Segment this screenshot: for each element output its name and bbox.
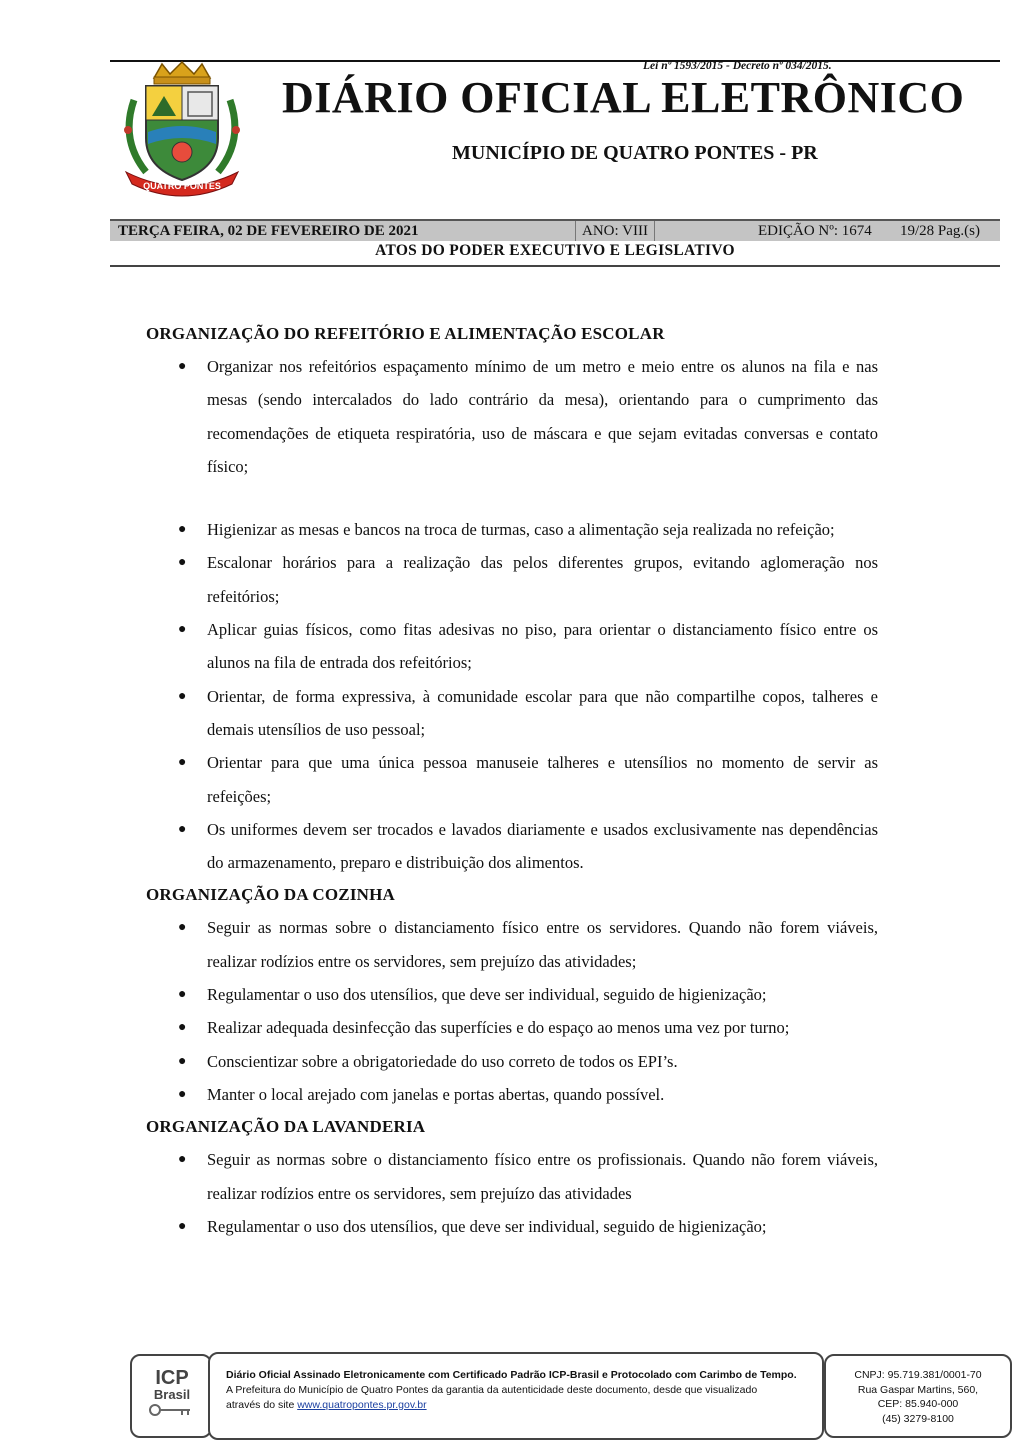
list-item: ● Regulamentar o uso dos utensílios, que deve ser individual, seguido de higienização;	[146, 1210, 878, 1243]
edition-info-bar	[110, 219, 1000, 241]
bullet-icon: ●	[178, 1218, 187, 1234]
list-item: ● Organizar nos refeitórios espaçamento mínimo de um metro e meio entre os alunos na fila e nas mesas (sendo intercalados do lado contrário da mesa), orientando para o cumprimento das recomendações de etiqueta respiratória, uso de máscara e que sejam evitadas conversas e contato físico;	[146, 350, 878, 483]
bullet-list	[146, 1143, 878, 1243]
divider	[575, 221, 576, 241]
list-item: ● Aplicar guias físicos, como fitas adesivas no piso, para orientar o distanciamento físico entre os alunos na fila de entrada dos refeitórios;	[146, 613, 878, 680]
bullet-icon: ●	[178, 755, 187, 771]
list-item: ● Escalonar horários para a realização das pelos diferentes grupos, evitando aglomeração nos refeitórios;	[146, 546, 878, 613]
section-heading: ORGANIZAÇÃO DA COZINHA	[146, 885, 396, 905]
list-item: ● Regulamentar o uso dos utensílios, que deve ser individual, seguido de higienização;	[146, 978, 878, 1011]
spacer	[146, 483, 878, 498]
bullet-icon: ●	[178, 359, 187, 374]
edition-date: TERÇA FEIRA, 02 DE FEVEREIRO DE 2021	[118, 223, 419, 239]
certification-notice	[208, 1352, 824, 1440]
municipality-name: MUNICÍPIO DE QUATRO PONTES - PR	[452, 142, 818, 164]
section-heading: ORGANIZAÇÃO DA LAVANDERIA	[146, 1117, 426, 1137]
bullet-list	[146, 911, 878, 1111]
footer	[130, 1352, 1012, 1438]
list-item: ● Realizar adequada desinfecção das superfícies e do espaço ao menos uma vez por turno;	[146, 1011, 878, 1044]
section-heading: ORGANIZAÇÃO DO REFEITÓRIO E ALIMENTAÇÃO ESCOLAR	[146, 324, 665, 343]
section-title: ATOS DO PODER EXECUTIVO E LEGISLATIVO	[375, 242, 735, 259]
law-reference: Lei nº 1593/2015 - Decreto nº 034/2015.	[643, 60, 832, 72]
certification-line: Diário Oficial Assinado Eletronicamente com Certificado Padrão ICP-Brasil e Protocolado com Carimbo de Tempo.	[226, 1369, 797, 1381]
list-item: ● Manter o local arejado com janelas e portas abertas, quando possível.	[146, 1078, 878, 1111]
svg-text:QUATRO PONTES: QUATRO PONTES	[143, 181, 221, 191]
municipal-crest-icon	[112, 60, 252, 198]
phone: (45) 3279-8100	[882, 1412, 954, 1425]
cep: CEP: 85.940-000	[877, 1398, 959, 1410]
bullet-icon: ●	[178, 1020, 187, 1036]
icp-brasil-logo	[130, 1354, 212, 1438]
bullet-icon: ●	[178, 1086, 187, 1102]
divider	[654, 221, 655, 241]
bullet-icon: ●	[178, 987, 187, 1003]
icp-brasil-icon: ICP Brasil	[146, 1368, 198, 1423]
bullet-icon: ●	[178, 622, 187, 638]
authenticity-line: A Prefeitura do Município de Quatro Pontes da garantia da autenticidade deste documento, desde que visualizado	[226, 1384, 758, 1396]
list-item: ● Seguir as normas sobre o distanciamento físico entre os profissionais. Quando não forem viáveis, realizar rodízios entre os servidores, sem prejuízo das atividades	[146, 1143, 878, 1210]
list-item: ● Conscientizar sobre a obrigatoriedade do uso correto de todos os EPI’s.	[146, 1045, 878, 1078]
site-prefix: através do site	[226, 1399, 298, 1411]
bullet-icon: ●	[178, 1152, 187, 1168]
document-body	[146, 318, 878, 1243]
bullet-icon: ●	[178, 688, 187, 704]
page-count: 19/28 Pag.(s)	[900, 223, 980, 239]
edition-number: EDIÇÃO Nº: 1674	[758, 223, 872, 239]
list-item: ● Seguir as normas sobre o distanciamento físico entre os servidores. Quando não forem viáveis, realizar rodízios entre os servidores, sem prejuízo das atividades;	[146, 911, 878, 978]
bullet-icon: ●	[178, 920, 187, 936]
bullet-icon: ●	[178, 555, 187, 571]
list-item: ● Os uniformes devem ser trocados e lavados diariamente e usados exclusivamente nas dependências do armazenamento, preparo e distribuição dos alimentos.	[146, 813, 878, 880]
bullet-icon: ●	[178, 1053, 187, 1069]
header-rule	[110, 265, 1000, 267]
address: Rua Gaspar Martins, 560,	[857, 1383, 979, 1396]
bullet-icon: ●	[178, 522, 187, 538]
site-link[interactable]: www.quatropontes.pr.gov.br	[297, 1399, 427, 1411]
list-item: ● Orientar, de forma expressiva, à comunidade escolar para que não compartilhe copos, talheres e demais utensílios de uso pessoal;	[146, 680, 878, 747]
list-item: ● Orientar para que uma única pessoa manuseie talheres e utensílios no momento de servir as refeições;	[146, 746, 878, 813]
contact-info	[824, 1354, 1012, 1438]
edition-year: ANO: VIII	[582, 223, 648, 239]
bullet-list	[146, 350, 878, 879]
page-title: DIÁRIO OFICIAL ELETRÔNICO	[282, 73, 965, 122]
list-item: ● Higienizar as mesas e bancos na troca de turmas, caso a alimentação seja realizada no refeição;	[146, 513, 878, 546]
spacer	[146, 498, 878, 513]
bullet-icon: ●	[178, 821, 187, 837]
cnpj: CNPJ: 95.719.381/0001-70	[854, 1369, 982, 1381]
